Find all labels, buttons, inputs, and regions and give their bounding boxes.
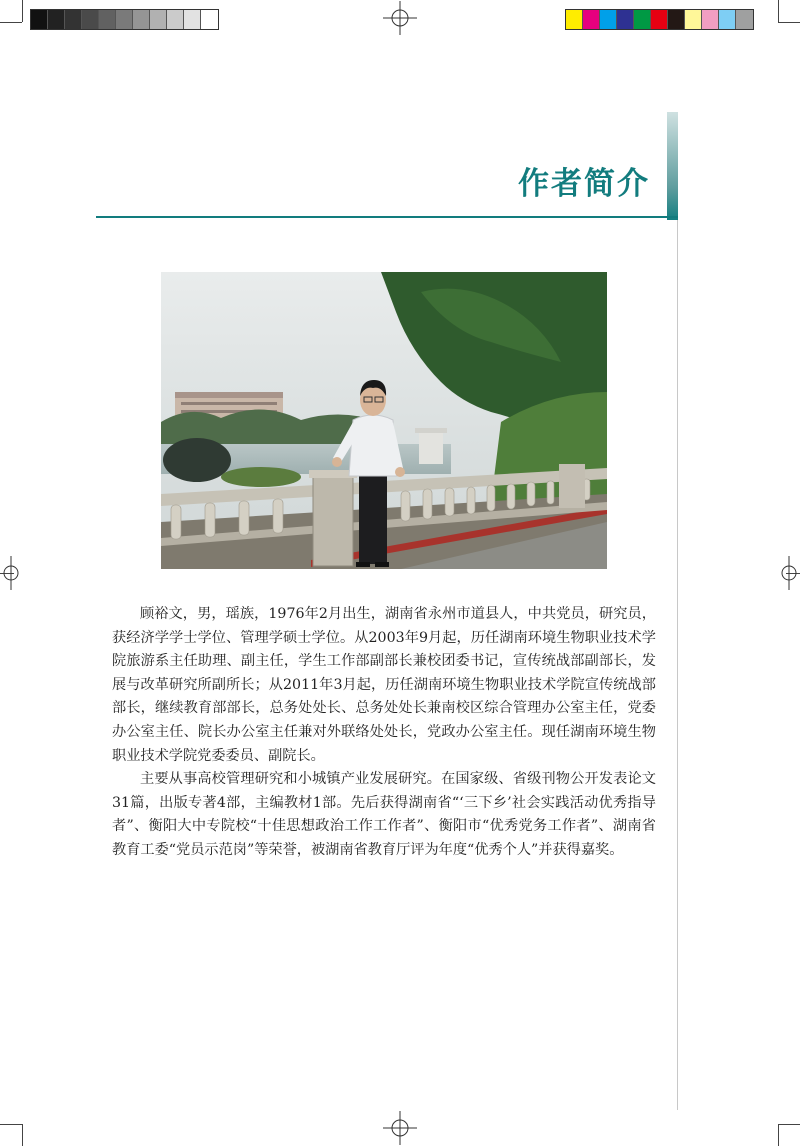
color-swatch <box>566 10 583 29</box>
color-swatch <box>634 10 651 29</box>
bio-paragraph: 主要从事高校管理研究和小城镇产业发展研究。在国家级、省级刊物公开发表论文31篇，出版专著4部，主编教材1部。先后获得湖南省“‘三下乡’社会实践活动优秀指导者”、衡阳大中专院校“十佳思想政治工作工作者”、衡阳市“优秀党务工作者”、湖南省教育工委“党员示范岗”等荣誉，被湖南省教育厅评为年度“优秀个人”并获得嘉奖。 <box>112 771 656 858</box>
color-swatch <box>685 10 702 29</box>
chapter-tab-accent <box>667 112 678 220</box>
page-edge-rule <box>677 220 678 1110</box>
color-swatch <box>48 10 65 29</box>
color-swatch <box>736 10 753 29</box>
crop-mark <box>22 1124 23 1146</box>
color-swatch <box>719 10 736 29</box>
color-swatch <box>82 10 99 29</box>
color-swatch <box>201 10 218 29</box>
crop-mark <box>0 1124 22 1125</box>
registration-mark-icon <box>772 556 800 590</box>
color-swatch <box>99 10 116 29</box>
crop-mark <box>22 0 23 22</box>
page-title: 作者简介 <box>518 166 650 202</box>
color-calibration-strip <box>565 9 754 30</box>
color-swatch <box>31 10 48 29</box>
bio-paragraph: 顾裕文，男，瑶族，1976年2月出生，湖南省永州市道县人，中共党员，研究员，获经济学学士学位、管理学硕士学位。从2003年9月起，历任湖南环境生物职业技术学院旅游系主任助理、副主任，学生工作部副部长兼校团委书记，宣传统战部副部长，发展与改革研究所副所长；从2011年3月起，历任湖南环境生物职业技术学院宣传统战部部长，继续教育部部长，总务处处长、总务处处长兼南校区综合管理办公室主任，党委办公室主任、院长办公室主任兼对外联络处处长，党政办公室主任。现任湖南环境生物职业技术学院党委委员、副院长。 <box>112 606 656 764</box>
color-swatch <box>65 10 82 29</box>
color-swatch <box>651 10 668 29</box>
color-swatch <box>133 10 150 29</box>
crop-mark <box>778 22 800 23</box>
registration-mark-icon <box>0 556 28 590</box>
title-underline <box>96 216 678 218</box>
registration-mark-icon <box>383 1 417 35</box>
color-swatch <box>600 10 617 29</box>
color-swatch <box>184 10 201 29</box>
color-swatch <box>583 10 600 29</box>
crop-mark <box>0 22 22 23</box>
crop-mark <box>778 0 779 22</box>
color-swatch <box>617 10 634 29</box>
registration-mark-icon <box>383 1111 417 1145</box>
color-swatch <box>668 10 685 29</box>
author-photo <box>161 272 607 569</box>
grayscale-calibration-strip <box>30 9 219 30</box>
crop-mark <box>778 1124 800 1125</box>
color-swatch <box>150 10 167 29</box>
color-swatch <box>702 10 719 29</box>
color-swatch <box>116 10 133 29</box>
crop-mark <box>778 1124 779 1146</box>
author-biography <box>112 603 656 863</box>
color-swatch <box>167 10 184 29</box>
